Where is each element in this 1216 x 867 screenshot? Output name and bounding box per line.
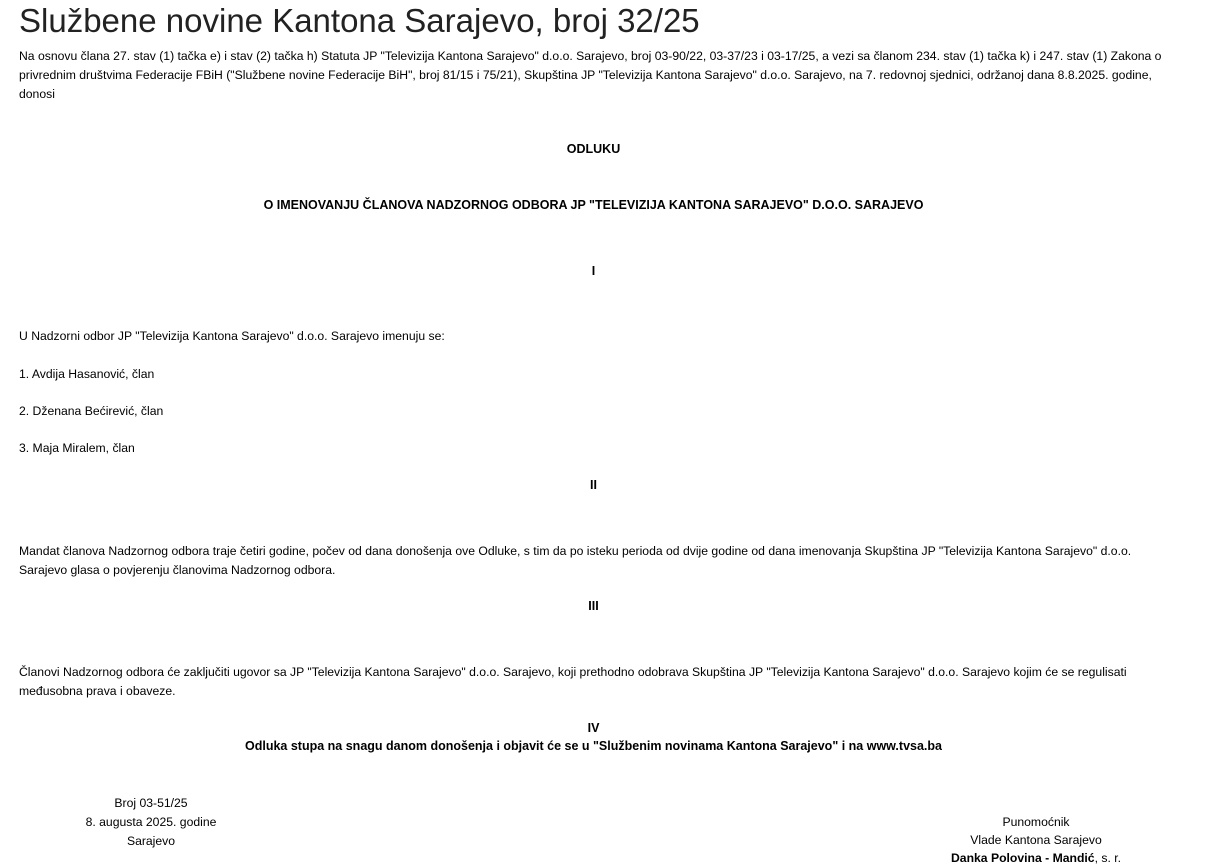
document-place: Sarajevo bbox=[126, 834, 176, 848]
signature-left-block bbox=[50, 794, 252, 851]
section-number-i: I bbox=[591, 264, 596, 278]
document-title: Službene novine Kantona Sarajevo, broj 32/25 bbox=[19, 2, 700, 39]
member-item: 2. Dženana Bećirević, član bbox=[19, 404, 164, 418]
signatory-suffix: , s. r. bbox=[1094, 851, 1121, 865]
section-iii-text: Članovi Nadzornog odbora će zaključiti ugovor sa JP "Televizija Kantona Sarajevo" d.o.o. Sarajevo, koji prethodno odobrava Skupština JP "Televizija Kantona Sarajevo" d.o.o. Sarajevo kojim će se regulisati međusobna prava i obaveze. bbox=[19, 665, 1127, 698]
section-i-intro: U Nadzorni odbor JP "Televizija Kantona Sarajevo" d.o.o. Sarajevo imenuju se: bbox=[19, 329, 445, 343]
preamble-text: Na osnovu člana 27. stav (1) tačka e) i stav (2) tačka h) Statuta JP "Televizija Kantona Sarajevo" d.o.o. Sarajevo, broj 03-90/22, 03-37/23 i 03-17/25, a vezi sa članom 234. stav (1) tačka k) i 247. stav (1) Zakona o privrednim društvima Federacije FBiH ("Službene novine Federacije BiH", broj 81/15 i 75/21), Skupština JP "Televizija Kantona Sarajevo" d.o.o. Sarajevo, na 7. redovnoj sjednici, održanoj dana 8.8.2025. godine, donosi bbox=[19, 49, 1162, 101]
section-iv-text: Odluka stupa na snagu danom donošenja i objavit će se u "Službenim novinama Kantona Sarajevo" i na www.tvsa.ba bbox=[245, 739, 942, 753]
decision-title: ODLUKU bbox=[566, 142, 621, 156]
section-number-iii: III bbox=[588, 599, 599, 613]
section-number-ii: II bbox=[590, 478, 597, 492]
signatory-line bbox=[935, 849, 1137, 867]
signatory-body: Vlade Kantona Sarajevo bbox=[970, 833, 1102, 847]
signatory-name: Danka Polovina - Mandić bbox=[951, 851, 1095, 865]
member-item: 1. Avdija Hasanović, član bbox=[19, 367, 155, 381]
decision-subtitle: O IMENOVANJU ČLANOVA NADZORNOG ODBORA JP "TELEVIZIJA KANTONA SARAJEVO" D.O.O. SARAJEVO bbox=[263, 198, 924, 212]
document-number: Broj 03-51/25 bbox=[114, 796, 188, 810]
document-date: 8. augusta 2025. godine bbox=[85, 815, 217, 829]
signature-right-block bbox=[935, 813, 1137, 867]
section-ii-text: Mandat članova Nadzornog odbora traje četiri godine, počev od dana donošenja ove Odluke, s tim da po isteku perioda od dvije godine od dana imenovanja Skupština JP "Televizija Kantona Sarajevo" d.o.o. Sarajevo glasa o povjerenju članovima Nadzornog odbora. bbox=[19, 544, 1132, 577]
section-number-iv: IV bbox=[587, 721, 600, 735]
signatory-role: Punomoćnik bbox=[1002, 815, 1070, 829]
member-item: 3. Maja Miralem, član bbox=[19, 441, 135, 455]
